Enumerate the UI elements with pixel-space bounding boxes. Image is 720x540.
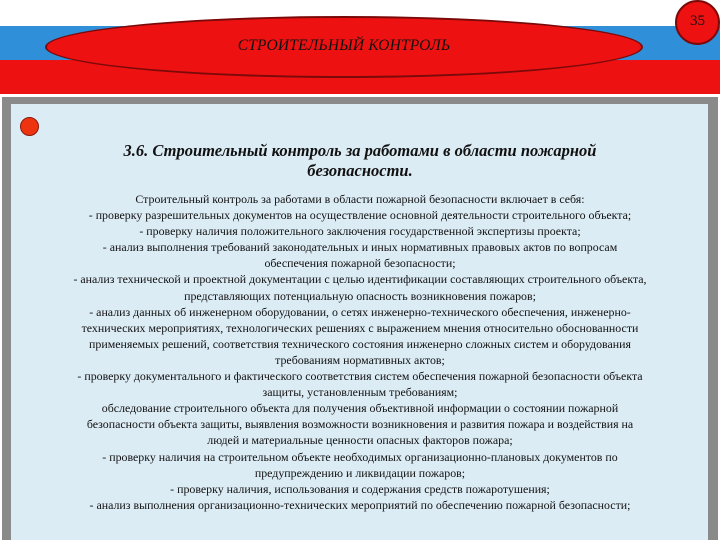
body-line: обследование строительного объекта для получения объективной информации о состоянии пожарной	[101, 401, 619, 416]
body-line: обеспечения пожарной безопасности;	[264, 256, 456, 271]
page-number-badge	[675, 0, 720, 45]
body-line: представляющих потенциальную опасность возникновения пожаров;	[184, 288, 536, 303]
section-heading-line: безопасности.	[307, 161, 413, 180]
body-line: применяемых решений, соответствия технического состояния инженерно сложных систем и оборудования	[89, 336, 631, 351]
body-line: - проверку документального и фактического соответствия систем обеспечения пожарной безопасности объекта	[77, 369, 643, 384]
body-line: требованиям нормативных актов;	[275, 352, 445, 367]
body-line: безопасности объекта защиты, выявления возможности возникновения и развития пожара и воздействия на	[86, 417, 634, 432]
body-line: предупреждению и ликвидации пожаров;	[254, 465, 466, 480]
body-line: - проверку наличия положительного заключения государственной экспертизы проекта;	[139, 224, 581, 239]
body-line: - проверку наличия, использования и содержания средств пожаротушения;	[170, 481, 550, 496]
body-line: защиты, установленным требованиям;	[262, 385, 458, 400]
bullet-circle-icon	[20, 117, 39, 136]
body-line: - анализ технической и проектной документации с целью идентификации составляющих строительного объекта,	[73, 272, 647, 287]
page-title: СТРОИТЕЛЬНЫЙ КОНТРОЛЬ	[237, 37, 451, 54]
body-line: Строительный контроль за работами в области пожарной безопасности включает в себя:	[135, 192, 585, 206]
body-line: людей и материальные ценности опасных факторов пожара;	[207, 433, 513, 448]
page-number: 35	[690, 13, 705, 29]
body-line: - анализ выполнения организационно-технических мероприятий по обеспечению пожарной безопасности;	[89, 497, 631, 512]
section-body	[13, 191, 707, 513]
section-heading	[40, 141, 680, 181]
body-line: - проверку наличия на строительном объекте необходимых организационно-плановых документов по	[102, 449, 618, 464]
body-line: технических мероприятиях, технологических решениях с выражением мнения относительно обоснованности	[81, 320, 639, 335]
body-line: - анализ данных об инженерном оборудовании, о сетях инженерно-технического обеспечения, инженерно-	[89, 304, 631, 319]
section-heading-line: 3.6. Строительный контроль за работами в области пожарной	[123, 141, 597, 160]
title-ellipse	[45, 16, 643, 78]
body-line: - анализ выполнения требований законодательных и иных нормативных правовых актов по вопросам	[102, 240, 618, 255]
body-line: - проверку разрешительных документов на осуществление основной деятельности строительного объекта;	[88, 208, 632, 223]
